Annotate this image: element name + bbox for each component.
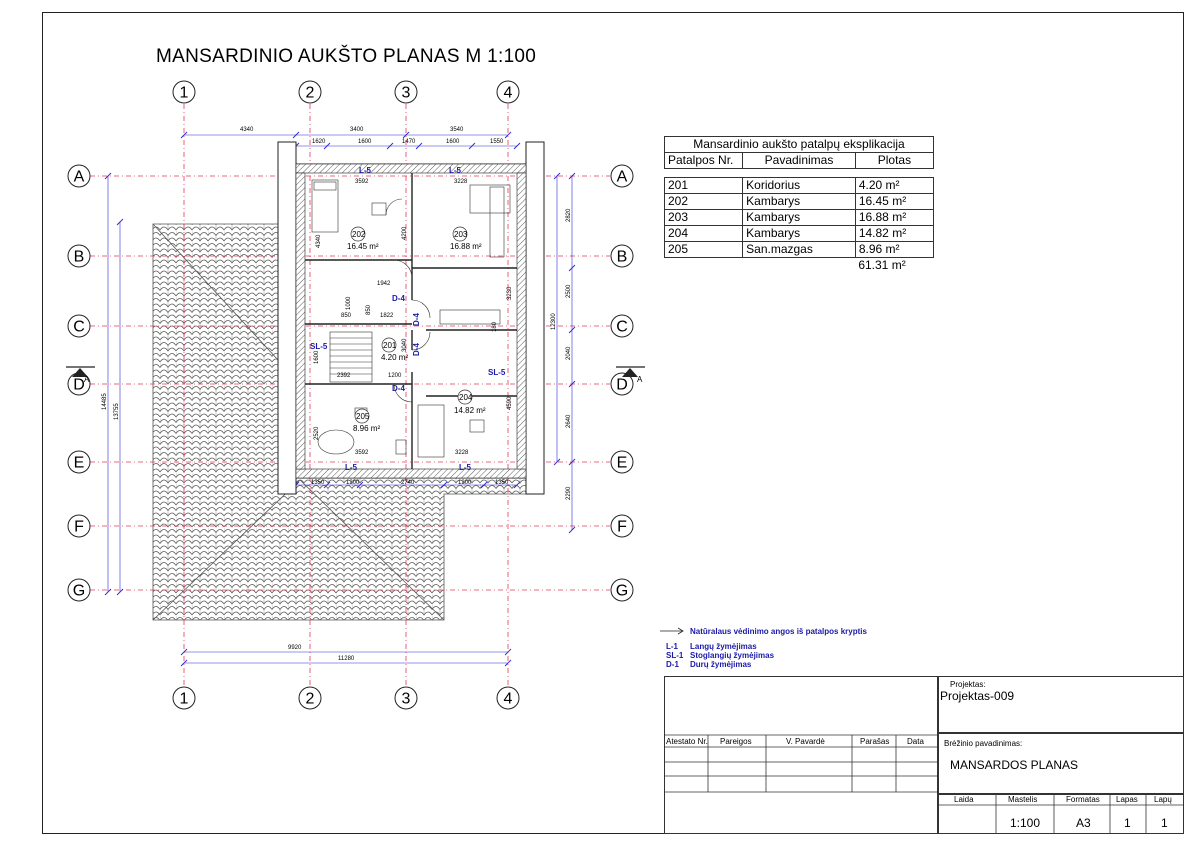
table-row xyxy=(665,226,934,242)
dim-right-overall: 12300 xyxy=(551,313,557,330)
table-row xyxy=(665,178,934,194)
row-area: 16.88 m² xyxy=(855,210,933,226)
dim-bot-d3: 2740 xyxy=(401,480,415,486)
project-value: Projektas-009 xyxy=(940,689,1015,703)
footer-value-formatas: A3 xyxy=(1076,816,1091,830)
axis-bubble-left-G xyxy=(68,579,90,601)
explication-total: 61.31 m² xyxy=(858,258,906,272)
row-name: Koridorius xyxy=(743,178,856,194)
legend-arrow-text: Natūralaus vėdinimo angos iš patalpos kryptis xyxy=(690,627,867,636)
row-name: San.mazgas xyxy=(743,242,856,258)
dim-int-18: 180 xyxy=(492,321,498,332)
drawing-title: MANSARDINIO AUKŠTO PLANAS M 1:100 xyxy=(156,46,537,67)
axis-bubble-right-E xyxy=(611,451,633,473)
svg-text:3: 3 xyxy=(401,690,411,708)
svg-text:E: E xyxy=(73,454,85,472)
tag-skylight-2: SL-5 xyxy=(488,368,506,377)
explication-title: Mansardinio aukšto patalpų eksplikacija xyxy=(665,137,934,153)
dim-int-19: 3230 xyxy=(507,286,513,300)
dim-int-2: 3228 xyxy=(454,179,468,185)
drawing-name-label: Brėžinio pavadinimas: xyxy=(944,739,1023,748)
row-nr: 205 xyxy=(665,242,743,258)
svg-text:4: 4 xyxy=(503,690,513,708)
room-204-number: 204 xyxy=(459,393,473,402)
row-name: Kambarys xyxy=(743,210,856,226)
dim-int-8: 850 xyxy=(366,304,372,315)
room-204-area: 14.82 m² xyxy=(454,406,486,415)
tag-door-1: D-4 xyxy=(392,294,405,303)
dim-top-d4: 1600 xyxy=(446,139,460,145)
row-area: 4.20 m² xyxy=(855,178,933,194)
svg-text:2: 2 xyxy=(305,690,315,708)
legend-text: Durų žymėjimas xyxy=(690,660,752,669)
explication-header-nr: Patalpos Nr. xyxy=(665,153,743,169)
interior-walls xyxy=(305,173,517,469)
sig-header-atestato: Atestato Nr. xyxy=(666,737,708,746)
title-block xyxy=(664,676,1184,834)
dim-left-1: 14485 xyxy=(102,393,108,410)
row-name: Kambarys xyxy=(743,194,856,210)
axis-bubble-bottom-4 xyxy=(497,687,519,709)
sig-header-pavarde: V. Pavardė xyxy=(786,737,825,746)
dim-int-11: 2392 xyxy=(337,373,351,379)
room-202-number: 202 xyxy=(352,230,366,239)
footer-header-laida: Laida xyxy=(954,795,974,804)
row-name: Kambarys xyxy=(743,226,856,242)
dim-int-16: 3228 xyxy=(455,450,469,456)
dim-right-3: 2040 xyxy=(566,346,572,360)
room-201-number: 201 xyxy=(383,341,397,350)
dim-int-17: 4590 xyxy=(507,396,513,410)
dim-int-6: 1000 xyxy=(346,296,352,310)
room-205-area: 8.96 m² xyxy=(353,424,381,433)
axis-bubble-bottom-3 xyxy=(395,687,417,709)
dim-bot-2: 11280 xyxy=(338,656,355,662)
svg-text:C: C xyxy=(616,318,628,336)
dim-int-15: 3592 xyxy=(355,450,369,456)
row-nr: 201 xyxy=(665,178,743,194)
dim-left-2: 13755 xyxy=(114,403,120,420)
dim-right-2: 2500 xyxy=(566,284,572,298)
svg-text:E: E xyxy=(616,454,628,472)
axis-bubble-right-C xyxy=(611,315,633,337)
dim-bot-d5: 1350 xyxy=(495,480,509,486)
dim-int-7: 850 xyxy=(341,313,352,319)
row-area: 8.96 m² xyxy=(855,242,933,258)
dim-int-9: 1822 xyxy=(380,313,394,319)
svg-text:4: 4 xyxy=(503,84,513,102)
dim-top-d5: 1550 xyxy=(490,139,504,145)
axis-bubble-right-G xyxy=(611,579,633,601)
legend-item xyxy=(660,660,867,669)
svg-text:2: 2 xyxy=(305,84,315,102)
room-203-area: 16.88 m² xyxy=(450,242,482,251)
svg-text:D: D xyxy=(73,376,85,394)
row-nr: 204 xyxy=(665,226,743,242)
dim-int-12: 1200 xyxy=(388,373,402,379)
tag-window-2: L-5 xyxy=(449,166,461,175)
footer-header-lapu: Lapų xyxy=(1154,795,1172,804)
legend xyxy=(660,627,867,669)
project-label: Projektas: xyxy=(950,680,986,689)
dim-int-10: 1600 xyxy=(314,350,320,364)
room-201-area: 4.20 m² xyxy=(381,353,409,362)
legend-text: Stoglangių žymėjimas xyxy=(690,651,775,660)
axis-bubble-top-2 xyxy=(299,81,321,103)
axis-bubble-left-E xyxy=(68,451,90,473)
footer-header-lapas: Lapas xyxy=(1116,795,1138,804)
explication-header-name: Pavadinimas xyxy=(743,153,856,169)
table-row xyxy=(665,210,934,226)
row-area: 16.45 m² xyxy=(855,194,933,210)
legend-item xyxy=(660,642,867,651)
dim-int-13: 3040 xyxy=(402,338,408,352)
svg-text:G: G xyxy=(72,582,86,600)
dim-right-5: 2290 xyxy=(566,486,572,500)
table-row xyxy=(665,194,934,210)
svg-text:3: 3 xyxy=(401,84,411,102)
dim-top-3: 3540 xyxy=(450,127,464,133)
tag-door-3: D-4 xyxy=(412,313,421,326)
row-nr: 202 xyxy=(665,194,743,210)
tag-door-4: D-4 xyxy=(412,343,421,356)
tag-window-1: L-5 xyxy=(359,166,371,175)
sig-header-pareigos: Pareigos xyxy=(720,737,752,746)
svg-text:A: A xyxy=(73,168,85,186)
table-row xyxy=(665,242,934,258)
axis-bubble-top-4 xyxy=(497,81,519,103)
row-area: 14.82 m² xyxy=(855,226,933,242)
row-nr: 203 xyxy=(665,210,743,226)
section-label-right: A xyxy=(637,375,643,384)
sig-header-parasas: Parašas xyxy=(860,737,890,746)
footer-value-lapu: 1 xyxy=(1161,816,1168,830)
room-205-number: 205 xyxy=(356,412,370,421)
axis-bubble-top-3 xyxy=(395,81,417,103)
drawing-name-value: MANSARDOS PLANAS xyxy=(950,758,1079,772)
dim-top-1: 4340 xyxy=(240,127,254,133)
axis-bubble-right-A xyxy=(611,165,633,187)
legend-item xyxy=(660,651,867,660)
svg-text:F: F xyxy=(617,518,627,536)
dim-top-d3: 1470 xyxy=(402,139,416,145)
legend-code: SL-1 xyxy=(666,651,684,660)
legend-text: Langų žymėjimas xyxy=(690,642,757,651)
dim-right-4: 2640 xyxy=(566,414,572,428)
explication-header-area: Plotas xyxy=(855,153,933,169)
tag-skylight-1: SL-5 xyxy=(310,342,328,351)
footer-header-mastelis: Mastelis xyxy=(1008,795,1038,804)
axis-bubble-left-A xyxy=(68,165,90,187)
svg-text:1: 1 xyxy=(179,84,189,102)
signature-grid xyxy=(664,676,938,834)
footer-value-mastelis: 1:100 xyxy=(1010,816,1041,830)
svg-text:D: D xyxy=(616,376,628,394)
dim-int-3: 4340 xyxy=(316,234,322,248)
axis-bubble-right-F xyxy=(611,515,633,537)
dim-top-d1: 1620 xyxy=(312,139,326,145)
dim-bot-d4: 1200 xyxy=(458,480,472,486)
dim-top-d2: 1600 xyxy=(358,139,372,145)
tag-door-2: D-4 xyxy=(392,384,405,393)
footer-value-lapas: 1 xyxy=(1124,816,1131,830)
dim-bot-1: 9920 xyxy=(288,645,302,651)
axis-bubble-top-1 xyxy=(173,81,195,103)
tag-window-3: L-5 xyxy=(345,463,357,472)
svg-text:B: B xyxy=(73,248,85,266)
dim-top-2: 3400 xyxy=(350,127,364,133)
svg-text:A: A xyxy=(616,168,628,186)
svg-text:F: F xyxy=(74,518,84,536)
footer-grid xyxy=(938,794,1184,834)
svg-text:C: C xyxy=(73,318,85,336)
axis-bubble-bottom-2 xyxy=(299,687,321,709)
dim-int-4: 4200 xyxy=(402,226,408,240)
room-explication-table xyxy=(664,136,934,273)
section-label-left: A xyxy=(84,375,90,384)
axis-bubble-left-C xyxy=(68,315,90,337)
room-203-number: 203 xyxy=(454,230,468,239)
dim-right-1: 2820 xyxy=(566,208,572,222)
axis-bubble-left-B xyxy=(68,245,90,267)
dim-int-14: 2520 xyxy=(314,426,320,440)
dim-int-1: 3592 xyxy=(355,179,369,185)
room-202-area: 16.45 m² xyxy=(347,242,379,251)
sig-header-data: Data xyxy=(907,737,924,746)
tag-window-4: L-5 xyxy=(459,463,471,472)
svg-text:1: 1 xyxy=(179,690,189,708)
dim-bot-d1: 1350 xyxy=(311,480,325,486)
axis-bubble-right-B xyxy=(611,245,633,267)
footer-header-formatas: Formatas xyxy=(1066,795,1100,804)
svg-text:B: B xyxy=(616,248,628,266)
svg-text:G: G xyxy=(615,582,629,600)
dim-int-5: 1942 xyxy=(377,281,391,287)
dim-bot-d2: 1200 xyxy=(346,480,360,486)
legend-code: D-1 xyxy=(666,660,679,669)
axis-bubble-bottom-1 xyxy=(173,687,195,709)
legend-code: L-1 xyxy=(666,642,678,651)
axis-bubble-left-F xyxy=(68,515,90,537)
